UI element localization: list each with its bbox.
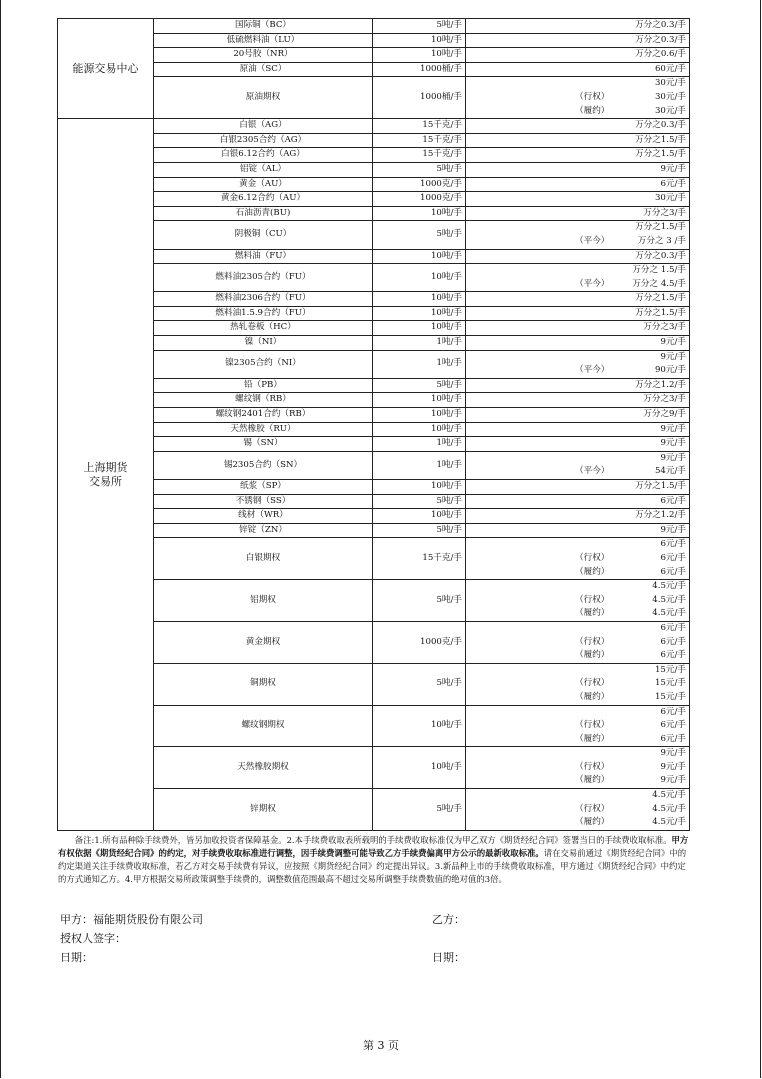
fee-cell [466,378,690,393]
fee-value: 9元/手 [660,452,686,463]
product-name: 黄金（AU） [154,177,373,192]
fee-cell [466,789,690,831]
product-name: 低硫燃料油（LU） [154,33,373,48]
fee-value: 6元/手 [660,495,686,506]
fee-value: 90元/手 [654,365,686,376]
fee-cell [466,393,690,408]
fee-value: 万分之1.5/手 [635,293,686,304]
trading-unit: 5吨/手 [373,523,466,538]
party-a-label: 甲方：福能期货股份有限公司 [60,913,203,926]
fee-value: 6元/手 [660,552,686,563]
trading-unit: 10吨/手 [373,321,466,336]
trading-unit: 10吨/手 [373,306,466,321]
fee-value: 万分之 1.5/手 [632,265,686,276]
product-name: 原油（SC） [154,62,373,77]
product-name: 阴极铜（CU） [154,221,373,249]
fee-line [469,19,686,33]
trading-unit: 5吨/手 [373,789,466,831]
trading-unit: 5吨/手 [373,494,466,509]
trading-unit: 5吨/手 [373,162,466,177]
fee-cell [466,705,690,747]
fee-qualifier: （平今） [575,235,610,246]
fee-qualifier: （行权） [575,636,610,647]
fee-value: 万分之3/手 [643,394,686,405]
fee-line [469,677,686,691]
fee-table-body [58,19,690,831]
fee-line [469,221,686,235]
fee-value: 万分之0.3/手 [635,20,686,30]
fee-qualifier: （履约） [575,650,610,661]
trading-unit: 10吨/手 [373,509,466,524]
fee-line [469,423,686,437]
product-name: 黄金6.12合约（AU） [154,192,373,207]
product-name: 国际铜（BC） [154,19,373,34]
product-name: 线材（WR） [154,509,373,524]
fee-cell [466,62,690,77]
fee-value: 15元/手 [654,664,686,675]
fee-line [469,192,686,206]
fee-value: 15元/手 [654,691,686,702]
party-b-date-label: 日期： [432,951,465,964]
trading-unit: 1000克/手 [373,192,466,207]
fee-value: 万分之1.5/手 [635,307,686,318]
fee-cell [466,523,690,538]
fee-line [469,321,686,335]
fee-value: 4.5元/手 [652,594,686,605]
fee-line [469,264,686,278]
exchange-name-line: 交易所 [89,474,122,488]
product-name: 天然橡胶（RU） [154,422,373,437]
fee-line [469,803,686,817]
fee-cell [466,663,690,705]
fee-value: 6元/手 [660,720,686,731]
fee-cell [466,580,690,622]
fee-value: 30元/手 [654,91,686,102]
fee-line [469,408,686,422]
product-name: 燃料油（FU） [154,249,373,264]
product-name: 镍（NI） [154,336,373,351]
fee-value: 万分之1.5/手 [635,149,686,160]
party-a-date-label: 日期： [60,951,93,964]
fee-value: 6元/手 [660,622,686,633]
fee-line [469,761,686,775]
fee-value: 9元/手 [660,775,686,786]
trading-unit: 15千克/手 [373,119,466,134]
fee-value: 6元/手 [660,566,686,577]
fee-line [469,119,686,133]
fee-cell [466,192,690,207]
fee-value: 9元/手 [660,761,686,772]
product-name: 石油沥青(BU) [154,206,373,221]
product-name: 天然橡胶期权 [154,747,373,789]
fee-line [469,538,686,552]
fee-value: 万分之0.6/手 [635,49,686,60]
fee-value: 60元/手 [654,63,686,74]
fee-value: 万分之1.5/手 [635,481,686,491]
fee-cell [466,408,690,423]
fee-value: 万分之 3 /手 [637,235,686,246]
fee-cell [466,48,690,63]
fee-line [469,364,686,378]
fee-cell [466,621,690,663]
fee-cell [466,162,690,177]
fee-value: 万分之1.2/手 [635,510,686,521]
product-name: 锡2305合约（SN） [154,451,373,479]
trading-unit: 15千克/手 [373,148,466,163]
fee-line [469,393,686,407]
trading-unit: 5吨/手 [373,378,466,393]
exchange-name [58,119,154,831]
fee-value: 9元/手 [660,524,686,535]
fee-line [469,706,686,720]
fee-qualifier: （行权） [575,720,610,731]
fee-cell [466,177,690,192]
product-name: 铜期权 [154,663,373,705]
fee-value: 4.5元/手 [652,608,686,619]
trading-unit: 10吨/手 [373,747,466,789]
exchange-name-line: 能源交易中心 [72,61,139,75]
product-name: 原油期权 [154,77,373,119]
trading-unit: 10吨/手 [373,33,466,48]
fee-cell [466,321,690,336]
fee-line [469,336,686,350]
fee-value: 6元/手 [660,178,686,189]
trading-unit: 15千克/手 [373,538,466,580]
product-name: 20号胶（NR） [154,48,373,63]
fee-cell [466,747,690,789]
product-name: 白银6.12合约（AG） [154,148,373,163]
fee-row [58,19,690,34]
fee-value: 万分之0.3/手 [635,120,686,131]
product-name: 白银期权 [154,538,373,580]
trading-unit: 10吨/手 [373,393,466,408]
product-name: 燃料油1.5.9合约（FU） [154,306,373,321]
fee-line [469,134,686,148]
fee-value: 万分之1.2/手 [635,379,686,390]
product-name: 燃料油2306合约（FU） [154,292,373,307]
product-name: 铝锭（AL） [154,162,373,177]
trading-unit: 1000克/手 [373,177,466,192]
fee-value: 万分之9/手 [643,409,686,420]
fee-value: 54元/手 [654,466,686,477]
fee-cell [466,264,690,292]
fee-line [469,178,686,192]
trading-unit: 10吨/手 [373,408,466,423]
fee-value: 4.5元/手 [652,581,686,592]
fee-qualifier: （履约） [575,105,610,116]
fee-line [469,34,686,48]
fee-line [469,691,686,705]
fee-cell [466,306,690,321]
fee-value: 9元/手 [660,351,686,362]
trading-unit: 10吨/手 [373,249,466,264]
fee-qualifier: （平今） [575,466,610,477]
trading-unit: 10吨/手 [373,264,466,292]
product-name: 热轧卷板（HC） [154,321,373,336]
fee-value: 万分之3/手 [643,322,686,333]
fee-value: 30元/手 [654,105,686,116]
fee-line [469,48,686,62]
fee-line [469,105,686,119]
trading-unit: 5吨/手 [373,19,466,34]
trading-unit: 1吨/手 [373,451,466,479]
fee-qualifier: （行权） [575,552,610,563]
fee-qualifier: （行权） [575,761,610,772]
fee-value: 万分之0.3/手 [635,250,686,261]
fee-value: 万分之3/手 [643,207,686,218]
product-name: 白银2305合约（AG） [154,133,373,148]
fee-qualifier: （行权） [575,594,610,605]
fee-value: 6元/手 [660,539,686,550]
fee-cell [466,509,690,524]
trading-unit: 1吨/手 [373,336,466,351]
fee-qualifier: （履约） [575,733,610,744]
fee-line [469,524,686,538]
product-name: 不锈钢（SS） [154,494,373,509]
fee-line [469,307,686,321]
fee-line [469,63,686,77]
fee-line [469,292,686,306]
fee-table [57,18,690,831]
fee-line [469,636,686,650]
fee-value: 6元/手 [660,636,686,647]
trading-unit: 5吨/手 [373,663,466,705]
trading-unit: 5吨/手 [373,221,466,249]
fee-cell [466,422,690,437]
fee-qualifier: （履约） [575,775,610,786]
fee-cell [466,77,690,119]
product-name: 锌锭（ZN） [154,523,373,538]
fee-line [469,622,686,636]
fee-value: 6元/手 [660,733,686,744]
fee-cell [466,206,690,221]
fee-value: 9元/手 [660,337,686,348]
fee-qualifier: （平今） [575,278,610,289]
fee-line [469,91,686,105]
fee-line [469,552,686,566]
fee-cell [466,538,690,580]
fee-line [469,607,686,621]
trading-unit: 10吨/手 [373,705,466,747]
fee-line [469,816,686,830]
fee-cell [466,249,690,264]
product-name: 螺纹钢（RB） [154,393,373,408]
fee-value: 9元/手 [660,423,686,434]
fee-line [469,789,686,803]
fee-cell [466,437,690,452]
authorized-signature-label: 授权人签字： [60,932,126,945]
exchange-name [58,19,154,119]
fee-line [469,465,686,479]
fee-cell [466,480,690,495]
fee-value: 30元/手 [654,78,686,89]
trading-unit: 10吨/手 [373,48,466,63]
remarks-text-1: 备注:1.所有品种除手续费外，皆另加收投资者保障基金。2.本手续费收取表所载明的手续费收取标准仅为甲乙双方《期货经纪合同》签署当日的手续费收取标准。 [74,835,672,845]
fee-line [469,163,686,177]
fee-value: 9元/手 [660,163,686,174]
fee-cell [466,336,690,351]
fee-value: 万分之1.5/手 [635,222,686,233]
fee-cell [466,350,690,378]
fee-line [469,480,686,494]
trading-unit: 10吨/手 [373,480,466,495]
remarks-bold-text: 甲方有权依据《期货经纪合同》的约定，对手续费收取标准进行调整，因手续费调整可能导致乙方手续费偏离甲方公示的最新收取标准。 [58,835,689,858]
fee-value: 4.5元/手 [652,803,686,814]
fee-qualifier: （履约） [575,608,610,619]
fee-row [58,119,690,134]
fee-line [469,235,686,249]
fee-qualifier: （履约） [575,566,610,577]
trading-unit: 1吨/手 [373,437,466,452]
fee-line [469,664,686,678]
fee-line [469,250,686,264]
fee-value: 万分之0.3/手 [635,34,686,45]
fee-qualifier: （行权） [575,91,610,102]
trading-unit: 1000克/手 [373,621,466,663]
fee-value: 15元/手 [654,678,686,689]
fee-cell [466,133,690,148]
fee-line [469,580,686,594]
fee-line [469,719,686,733]
fee-line [469,733,686,747]
page-number: 第 3 页 [363,1039,399,1052]
trading-unit: 1000桶/手 [373,62,466,77]
exchange-name-line: 上海期货 [83,460,128,474]
fee-line [469,148,686,162]
fee-line [469,774,686,788]
fee-value: 6元/手 [660,650,686,661]
fee-line [469,495,686,509]
fee-cell [466,494,690,509]
fee-cell [466,292,690,307]
product-name: 黄金期权 [154,621,373,663]
fee-qualifier: （行权） [575,803,610,814]
fee-value: 30元/手 [654,193,686,204]
party-b-label: 乙方： [432,913,465,926]
product-name: 铅（PB） [154,378,373,393]
fee-line [469,566,686,580]
fee-line [469,452,686,466]
fee-cell [466,33,690,48]
fee-qualifier: （平今） [575,365,610,376]
fee-value: 4.5元/手 [652,817,686,828]
fee-value: 4.5元/手 [652,790,686,801]
fee-value: 万分之1.5/手 [635,134,686,145]
fee-line [469,207,686,221]
remarks [58,834,690,886]
fee-cell [466,119,690,134]
product-name: 燃料油2305合约（FU） [154,264,373,292]
fee-line [469,649,686,663]
product-name: 纸浆（SP） [154,480,373,495]
trading-unit: 10吨/手 [373,206,466,221]
fee-line [469,437,686,451]
fee-line [469,379,686,393]
product-name: 镍2305合约（NI） [154,350,373,378]
fee-line [469,594,686,608]
product-name: 锡（SN） [154,437,373,452]
fee-qualifier: （履约） [575,817,610,828]
product-name: 螺纹钢2401合约（RB） [154,408,373,423]
trading-unit: 5吨/手 [373,580,466,622]
remarks-text-2: 请在交易前通过《期货经纪合同》中的约定渠道关注手续费收取标准，若乙方对交易手续费有异议，应按照《期货经纪合同》约定提出异议。3.新品种上市的手续费收取标准，甲方通过《期货经纪合同》中约定的方式通知乙方。4.甲方根据交易所政策调整手续费的，调整数值范围最高不超过交易所调整手续费数值的绝对值的3倍。 [58,848,687,884]
product-name: 铝期权 [154,580,373,622]
fee-cell [466,148,690,163]
fee-line [469,77,686,91]
fee-qualifier: （履约） [575,691,610,702]
trading-unit: 1000桶/手 [373,77,466,119]
trading-unit: 15千克/手 [373,133,466,148]
product-name: 白银（AG） [154,119,373,134]
product-name: 螺纹钢期权 [154,705,373,747]
fee-value: 9元/手 [660,438,686,449]
trading-unit: 1吨/手 [373,350,466,378]
fee-line [469,351,686,365]
fee-value: 万分之 4.5/手 [632,278,686,289]
fee-line [469,278,686,292]
trading-unit: 10吨/手 [373,422,466,437]
trading-unit: 10吨/手 [373,292,466,307]
fee-cell [466,221,690,249]
fee-value: 9元/手 [660,748,686,759]
fee-line [469,509,686,523]
fee-line [469,747,686,761]
fee-qualifier: （行权） [575,678,610,689]
fee-value: 6元/手 [660,706,686,717]
fee-cell [466,19,690,34]
product-name: 锌期权 [154,789,373,831]
fee-cell [466,451,690,479]
